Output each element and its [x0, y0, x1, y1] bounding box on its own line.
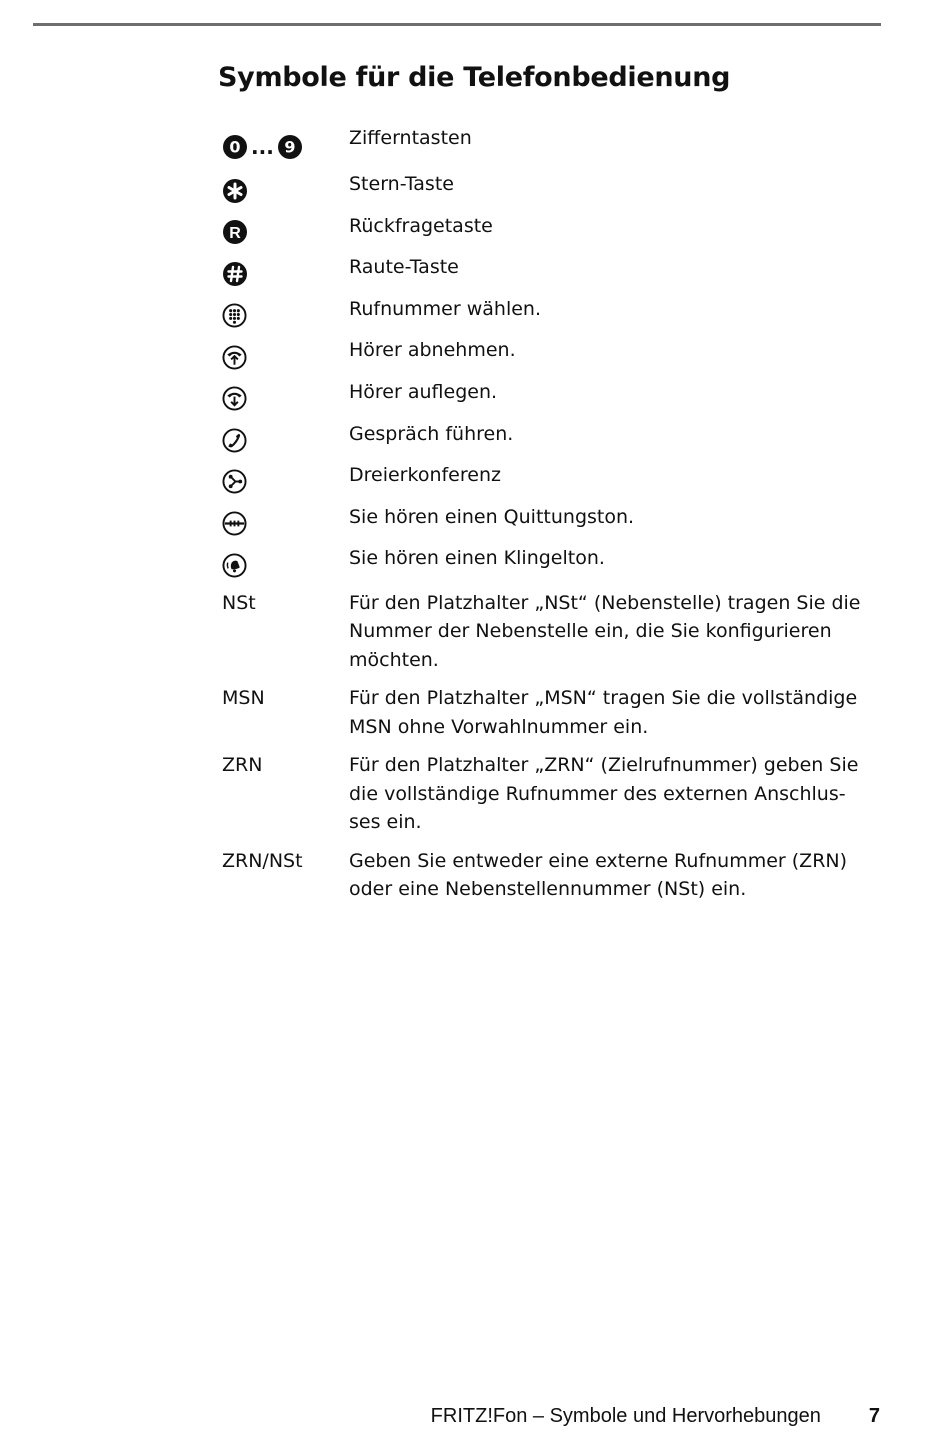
page-footer — [0, 1405, 880, 1428]
symbol-row — [222, 124, 882, 170]
symbol-table — [222, 124, 882, 914]
footer-title: FRITZ!Fon – Symbole und Hervorhebungen — [430, 1405, 821, 1427]
call-active-icon — [222, 428, 247, 453]
placeholder-description: Für den Platzhalter „MSN“ tragen Sie die vollständige MSN ohne Vorwahlnummer ein. — [349, 687, 858, 738]
symbol-description: Rückfragetaste — [349, 214, 493, 237]
svg-text:R: R — [229, 225, 241, 243]
page-number: 7 — [868, 1405, 880, 1427]
symbol-description: Rufnummer wählen. — [349, 297, 541, 320]
symbol-description: Gespräch führen. — [349, 422, 514, 445]
star-key-icon — [222, 178, 248, 204]
symbol-description: Sie hören einen Quittungston. — [349, 505, 635, 528]
handset-pickup-icon — [222, 345, 247, 370]
placeholder-description: Für den Platzhalter „NSt“ (Nebenstelle) tragen Sie die Nummer der Nebenstelle ein, die Sie konfigurieren möchten. — [349, 591, 861, 671]
symbol-row — [222, 170, 882, 212]
hash-key-icon — [222, 261, 248, 287]
symbol-row — [222, 336, 882, 378]
placeholder-description: Geben Sie entweder eine externe Rufnummer (ZRN) oder eine Nebenstellennummer (NSt) ein. — [349, 849, 848, 901]
placeholder-row-zrn-nst — [222, 847, 882, 904]
ringing-tone-icon — [222, 553, 247, 578]
symbol-description: Stern-Taste — [349, 173, 454, 195]
placeholder-row-nst — [222, 589, 882, 675]
symbol-row — [222, 295, 882, 337]
placeholder-term: ZRN/NSt — [222, 849, 303, 872]
top-rule — [33, 23, 881, 26]
symbol-row — [222, 461, 882, 503]
symbol-row — [222, 420, 882, 462]
placeholder-term: ZRN — [222, 754, 263, 777]
recall-key-icon — [222, 219, 248, 245]
symbol-row — [222, 212, 882, 254]
svg-text:0: 0 — [229, 137, 241, 157]
symbol-row — [222, 544, 882, 586]
symbol-description: Sie hören einen Klingelton. — [349, 547, 605, 570]
dial-keypad-icon — [222, 303, 247, 328]
placeholder-term: NSt — [222, 591, 256, 614]
placeholder-row-msn — [222, 684, 882, 741]
placeholder-term: MSN — [222, 687, 265, 710]
placeholder-row-zrn — [222, 751, 882, 837]
symbol-row — [222, 253, 882, 295]
symbol-description: Raute-Taste — [349, 256, 459, 279]
symbol-row — [222, 378, 882, 420]
symbol-description: Hörer abnehmen. — [349, 339, 516, 362]
svg-text:9: 9 — [284, 137, 296, 157]
page-heading: Symbole für die Telefonbedienung — [218, 62, 731, 93]
symbol-description: Dreierkonferenz — [349, 464, 501, 487]
confirmation-tone-icon — [222, 511, 247, 536]
symbol-description: Zifferntasten — [349, 127, 472, 149]
symbol-description: Hörer auflegen. — [349, 380, 498, 403]
conference-icon — [222, 469, 247, 494]
handset-hangup-icon — [222, 386, 247, 411]
digit-keys-icon: 0 ... 9 — [222, 124, 349, 170]
placeholder-description: Für den Platzhalter „ZRN“ (Zielrufnummer) geben Sie die vollständige Rufnummer des externen Anschlus- ses ein. — [349, 754, 859, 834]
symbol-row — [222, 503, 882, 545]
